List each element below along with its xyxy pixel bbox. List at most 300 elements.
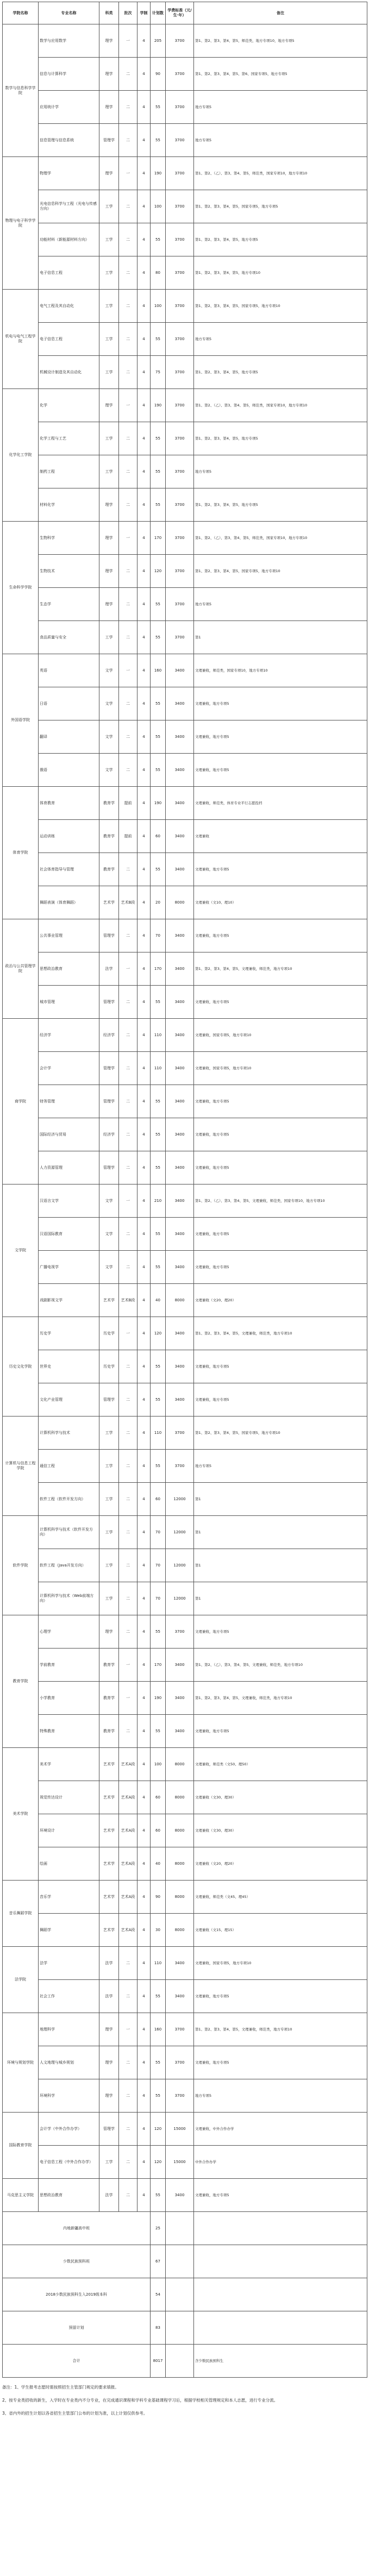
- cell-years: 4: [137, 124, 151, 157]
- cell-subject: 理学: [99, 2079, 119, 2113]
- cell-note: 第1、第2、第3、第4、第5，师范类，地方专项10，地方专项5: [194, 24, 367, 58]
- cell-note: 第1: [194, 1549, 367, 1582]
- cell-plan: 90: [151, 1881, 166, 1914]
- cell-plan: 55: [151, 1350, 166, 1383]
- cell-subject: 教育学: [99, 1715, 119, 1748]
- cell-years: 4: [137, 687, 151, 720]
- cell-major: 制药工程: [39, 455, 99, 488]
- cell-note: 第1、第2、第3、第4、第5，文理兼收，师范类，地方专项10: [194, 1317, 367, 1350]
- cell-major: 日语: [39, 687, 99, 720]
- cell-note: 第1、第2、（乙）、第3、第4、第5，文理兼收，师范类，地方专项10: [194, 1649, 367, 1682]
- table-row: [3, 2013, 367, 2046]
- cell-subject: 管理学: [99, 124, 119, 157]
- cell-subject: 教育学: [99, 853, 119, 886]
- cell-years: 4: [137, 1814, 151, 1847]
- cell-years: 4: [137, 1417, 151, 1450]
- cell-subject: 管理学: [99, 1383, 119, 1417]
- table-row: [3, 2046, 367, 2079]
- cell-college: 教育学院: [3, 1615, 39, 1748]
- cell-plan: 205: [151, 24, 166, 58]
- cell-plan: 170: [151, 522, 166, 555]
- cell-note: 文理兼收，国家专项5，地方专项10: [194, 1052, 367, 1085]
- cell-note: 文理兼收，地方专项5: [194, 687, 367, 720]
- table-row: [3, 754, 367, 787]
- cell-major: 环境设计: [39, 1814, 99, 1847]
- cell-fee: 3400: [166, 2179, 194, 2212]
- cell-note: 第1、第2、第3、第4、第5，国家专项5，地方专项10: [194, 290, 367, 323]
- cell-plan: 55: [151, 488, 166, 522]
- cell-major: 视觉传达设计: [39, 1781, 99, 1814]
- cell-major: 计算机科学与技术: [39, 1417, 99, 1450]
- cell-plan: 120: [151, 2113, 166, 2146]
- cell-years: 4: [137, 1748, 151, 1781]
- cell-fee: 3700: [166, 522, 194, 555]
- cell-years: 4: [137, 2113, 151, 2146]
- table-row: [3, 223, 367, 256]
- table-row: [3, 986, 367, 1019]
- cell-note: 文理兼收，师范类，体育专业平行志愿投档: [194, 787, 367, 820]
- table-row: [3, 687, 367, 720]
- cell-major: 生物科学: [39, 522, 99, 555]
- cell-plan: 160: [151, 654, 166, 687]
- cell-plan: 55: [151, 1251, 166, 1284]
- table-row: [3, 1947, 367, 1980]
- cell-subject: 文学: [99, 1184, 119, 1218]
- cell-college: 少数民族预科班: [3, 2245, 151, 2278]
- cell-fee: 15000: [166, 2113, 194, 2146]
- cell-major: 食品质量与安全: [39, 621, 99, 654]
- cell-years: 4: [137, 1582, 151, 1615]
- cell-note: 文理兼收（文20、理20）: [194, 1284, 367, 1317]
- cell-batch: 二: [119, 1151, 137, 1184]
- cell-subject: 理学: [99, 58, 119, 91]
- header-college: 学院名称: [3, 2, 39, 24]
- cell-subject: 理学: [99, 91, 119, 124]
- cell-plan: 83: [151, 2311, 166, 2345]
- cell-fee: 3400: [166, 820, 194, 853]
- cell-years: 4: [137, 654, 151, 687]
- table-row: [3, 1284, 367, 1317]
- cell-fee: 3400: [166, 1350, 194, 1383]
- cell-major: 思想政治教育: [39, 952, 99, 986]
- cell-major: 英语: [39, 654, 99, 687]
- table-row: [3, 1317, 367, 1350]
- cell-subject: 理学: [99, 522, 119, 555]
- cell-batch: 一: [119, 2013, 137, 2046]
- cell-subject: 艺术学: [99, 1781, 119, 1814]
- cell-major: 会计学: [39, 1052, 99, 1085]
- cell-fee: 3700: [166, 555, 194, 588]
- cell-plan: 55: [151, 223, 166, 256]
- cell-subject: 管理学: [99, 1085, 119, 1118]
- cell-years: 4: [137, 1052, 151, 1085]
- cell-years: 4: [137, 1350, 151, 1383]
- cell-years: 4: [137, 1317, 151, 1350]
- cell-fee: 3400: [166, 1052, 194, 1085]
- cell-subject: 艺术学: [99, 1284, 119, 1317]
- cell-plan: 30: [151, 1914, 166, 1947]
- cell-note: 文理兼收（文30、理30）: [194, 1781, 367, 1814]
- cell-fee: 3700: [166, 223, 194, 256]
- cell-fee: 3400: [166, 654, 194, 687]
- cell-college: 商学院: [3, 1019, 39, 1184]
- cell-years: 4: [137, 1549, 151, 1582]
- cell-batch: 艺术A段: [119, 1914, 137, 1947]
- cell-major: 地理科学: [39, 2013, 99, 2046]
- cell-fee: 3700: [166, 1615, 194, 1649]
- cell-batch: 二: [119, 1615, 137, 1649]
- table-row: [3, 488, 367, 522]
- cell-subject: 理学: [99, 24, 119, 58]
- cell-fee: 8000: [166, 1847, 194, 1881]
- cell-fee: 3700: [166, 488, 194, 522]
- cell-batch: 二: [119, 223, 137, 256]
- cell-note: 文理兼收，地方专项5: [194, 1085, 367, 1118]
- cell-years: 4: [137, 190, 151, 223]
- cell-plan: 70: [151, 1582, 166, 1615]
- cell-plan: 55: [151, 455, 166, 488]
- cell-plan: 170: [151, 1649, 166, 1682]
- cell-years: 4: [137, 455, 151, 488]
- cell-subject: 理学: [99, 1615, 119, 1649]
- cell-major: 运动训练: [39, 820, 99, 853]
- cell-college: 物理与电子科学学院: [3, 157, 39, 290]
- cell-plan: 55: [151, 1615, 166, 1649]
- cell-note: 文理兼收，师范类（文45、理45）: [194, 1881, 367, 1914]
- cell-batch: 二: [119, 588, 137, 621]
- cell-fee: 8000: [166, 1881, 194, 1914]
- cell-fee: 3400: [166, 787, 194, 820]
- cell-years: 4: [137, 919, 151, 952]
- cell-years: 4: [137, 1715, 151, 1748]
- cell-major: 特殊教育: [39, 1715, 99, 1748]
- cell-note: 第1、第2、第3、第4、第5、第6、国家专项5，地方专项5: [194, 58, 367, 91]
- cell-note: 地方专项5: [194, 323, 367, 356]
- cell-major: 应用统计学: [39, 91, 99, 124]
- header-subject: 科类: [99, 2, 119, 24]
- cell-batch: 一: [119, 1682, 137, 1715]
- cell-college: 音乐舞蹈学院: [3, 1881, 39, 1947]
- cell-note: 文理兼收（文15、理15）: [194, 1914, 367, 1947]
- table-row: [3, 919, 367, 952]
- cell-plan: 54: [151, 2278, 166, 2311]
- cell-note: 文理兼收，地方专项5: [194, 1218, 367, 1251]
- table-row: [3, 389, 367, 422]
- table-row: [3, 1649, 367, 1682]
- cell-years: 4: [137, 1284, 151, 1317]
- cell-fee: 8000: [166, 1914, 194, 1947]
- cell-fee: 3700: [166, 290, 194, 323]
- cell-years: 4: [137, 1516, 151, 1549]
- cell-fee: 3700: [166, 389, 194, 422]
- cell-plan: 55: [151, 2046, 166, 2079]
- table-row: [3, 1450, 367, 1483]
- cell-note: 文理兼收，国家专项5，地方专项10: [194, 1947, 367, 1980]
- cell-subject: 经济学: [99, 1118, 119, 1151]
- cell-major: 戏剧影视文学: [39, 1284, 99, 1317]
- cell-note: 文理兼收，地方专项5: [194, 720, 367, 754]
- table-row: [3, 820, 367, 853]
- cell-major: 俄语: [39, 754, 99, 787]
- footnote-3: 3、省内外的招生计划以各省招生主管部门公布的计划为准，以上计划仅供参考。: [2, 2411, 148, 2416]
- cell-batch: 二: [119, 1516, 137, 1549]
- table-row: [3, 1085, 367, 1118]
- cell-plan: 100: [151, 290, 166, 323]
- cell-subject: 教育学: [99, 820, 119, 853]
- cell-batch: 二: [119, 919, 137, 952]
- table-row: [3, 455, 367, 488]
- cell-subject: 艺术学: [99, 1748, 119, 1781]
- cell-note: 文理兼收，地方专项5: [194, 1383, 367, 1417]
- cell-plan: 60: [151, 820, 166, 853]
- cell-years: 4: [137, 720, 151, 754]
- cell-note: 文理兼收，地方专项5: [194, 1251, 367, 1284]
- cell-fee: 12000: [166, 1549, 194, 1582]
- cell-years: 4: [137, 555, 151, 588]
- cell-note: [194, 2278, 367, 2311]
- cell-plan: 55: [151, 2079, 166, 2113]
- cell-plan: 55: [151, 720, 166, 754]
- cell-fee: 12000: [166, 1483, 194, 1516]
- cell-batch: 提前: [119, 820, 137, 853]
- cell-plan: 55: [151, 124, 166, 157]
- cell-plan: 100: [151, 190, 166, 223]
- cell-subject: 理学: [99, 555, 119, 588]
- cell-major: 电气工程及其自动化: [39, 290, 99, 323]
- cell-batch: 二: [119, 1947, 137, 1980]
- cell-subject: 工学: [99, 190, 119, 223]
- cell-batch: 二: [119, 455, 137, 488]
- header-fee: 学费标准（元/生·年）: [166, 2, 194, 24]
- cell-fee: 8000: [166, 886, 194, 919]
- cell-batch: 艺术B段: [119, 1284, 137, 1317]
- cell-note: 地方专项5: [194, 91, 367, 124]
- cell-note: 第1、第2、第3、第4、第5，地方专项10: [194, 256, 367, 290]
- cell-major: 数学与应用数学: [39, 24, 99, 58]
- table-row: [3, 24, 367, 58]
- table-row: [3, 2113, 367, 2146]
- cell-plan: 170: [151, 952, 166, 986]
- cell-subject: 理学: [99, 389, 119, 422]
- cell-batch: 提前: [119, 787, 137, 820]
- cell-subject: 工学: [99, 323, 119, 356]
- cell-note: 第1、第2、第3、第4、第5，地方专项5: [194, 422, 367, 455]
- cell-subject: 管理学: [99, 1151, 119, 1184]
- table-row: [3, 1218, 367, 1251]
- cell-batch: 二: [119, 2146, 137, 2179]
- cell-fee: 3400: [166, 1151, 194, 1184]
- cell-fee: [166, 2345, 194, 2378]
- cell-fee: 3400: [166, 1085, 194, 1118]
- cell-major: 汉语国际教育: [39, 1218, 99, 1251]
- cell-plan: 190: [151, 157, 166, 190]
- cell-note: 第1、第2、第3、第4、第5，文理兼收，师范类，地方专项10: [194, 952, 367, 986]
- cell-years: 4: [137, 1184, 151, 1218]
- cell-college: 数学与信息科学学院: [3, 24, 39, 157]
- cell-major: 信息管理与信息系统: [39, 124, 99, 157]
- cell-batch: 二: [119, 124, 137, 157]
- cell-subject: 艺术学: [99, 1814, 119, 1847]
- cell-major: 电子信息工程: [39, 256, 99, 290]
- cell-subject: 工学: [99, 1450, 119, 1483]
- cell-college: 体育学院: [3, 787, 39, 919]
- cell-years: 4: [137, 1483, 151, 1516]
- cell-fee: 3700: [166, 323, 194, 356]
- cell-fee: 3400: [166, 1019, 194, 1052]
- cell-fee: 3400: [166, 1184, 194, 1218]
- cell-years: 4: [137, 1980, 151, 2013]
- cell-note: 文理兼收，地方专项5: [194, 1715, 367, 1748]
- cell-note: 文理兼收，地方专项5: [194, 853, 367, 886]
- table-row: [3, 1417, 367, 1450]
- cell-batch: 二: [119, 687, 137, 720]
- cell-years: 4: [137, 588, 151, 621]
- cell-years: 4: [137, 1450, 151, 1483]
- cell-batch: 一: [119, 157, 137, 190]
- cell-batch: 二: [119, 1715, 137, 1748]
- cell-major: 材料化学: [39, 488, 99, 522]
- table-row: [3, 522, 367, 555]
- cell-years: 4: [137, 488, 151, 522]
- cell-major: 小学教育: [39, 1682, 99, 1715]
- cell-note: 第1、第2、第3、第4、第5，地方专项5: [194, 356, 367, 389]
- table-row: [3, 2278, 367, 2311]
- cell-college: 环境与规划学院: [3, 2013, 39, 2113]
- cell-subject: 工学: [99, 621, 119, 654]
- cell-years: 4: [137, 1218, 151, 1251]
- cell-note: 文理兼收: [194, 820, 367, 853]
- cell-major: 体育教育: [39, 787, 99, 820]
- table-row: [3, 1483, 367, 1516]
- table-row: [3, 256, 367, 290]
- cell-subject: 文学: [99, 720, 119, 754]
- cell-batch: 二: [119, 1483, 137, 1516]
- cell-subject: 工学: [99, 1516, 119, 1549]
- cell-note: 第1、第2、（乙）、第3、第4、第5，师范类，国家专项10，地方专项10: [194, 522, 367, 555]
- cell-years: 4: [137, 2046, 151, 2079]
- cell-plan: 55: [151, 588, 166, 621]
- table-row: [3, 654, 367, 687]
- cell-plan: 70: [151, 1516, 166, 1549]
- cell-subject: 理学: [99, 2013, 119, 2046]
- cell-plan: 55: [151, 1218, 166, 1251]
- cell-years: 4: [137, 754, 151, 787]
- table-row: [3, 2079, 367, 2113]
- cell-batch: 二: [119, 555, 137, 588]
- cell-subject: 经济学: [99, 1019, 119, 1052]
- footnotes: [2, 2383, 367, 2418]
- cell-note: 文理兼收，地方专项5: [194, 1350, 367, 1383]
- cell-major: 思想政治教育: [39, 2179, 99, 2212]
- cell-fee: 3700: [166, 588, 194, 621]
- cell-note: 地方专项5: [194, 588, 367, 621]
- cell-fee: 3400: [166, 986, 194, 1019]
- cell-major: 城市管理: [39, 986, 99, 1019]
- cell-major: 电子信息工程（中外合作办学）: [39, 2146, 99, 2179]
- cell-college: 机电与电气工程学院: [3, 290, 39, 389]
- cell-subject: 艺术学: [99, 1881, 119, 1914]
- cell-subject: 工学: [99, 455, 119, 488]
- cell-subject: 艺术学: [99, 1847, 119, 1881]
- table-body: [3, 24, 367, 2378]
- cell-batch: 二: [119, 323, 137, 356]
- cell-years: 4: [137, 323, 151, 356]
- cell-plan: 70: [151, 919, 166, 952]
- cell-plan: 25: [151, 2212, 166, 2245]
- cell-plan: 190: [151, 1682, 166, 1715]
- cell-batch: 二: [119, 290, 137, 323]
- cell-note: 含少数民族预科生: [194, 2345, 367, 2378]
- cell-batch: 一: [119, 389, 137, 422]
- cell-major: 计算机科学与技术（软件开发方向）: [39, 1516, 99, 1549]
- cell-years: 4: [137, 1151, 151, 1184]
- cell-note: 第1: [194, 1483, 367, 1516]
- cell-fee: 12000: [166, 1582, 194, 1615]
- cell-batch: 艺术A段: [119, 1748, 137, 1781]
- cell-batch: 二: [119, 1052, 137, 1085]
- cell-subject: 文学: [99, 754, 119, 787]
- cell-years: 4: [137, 290, 151, 323]
- cell-fee: 3400: [166, 1218, 194, 1251]
- cell-plan: 67: [151, 2245, 166, 2278]
- cell-note: 文理兼收，地方专项5: [194, 2046, 367, 2079]
- cell-plan: 120: [151, 1317, 166, 1350]
- cell-years: 4: [137, 2146, 151, 2179]
- cell-years: 4: [137, 256, 151, 290]
- cell-college: 外国语学院: [3, 654, 39, 787]
- cell-batch: 艺术B段: [119, 886, 137, 919]
- table-row: [3, 1151, 367, 1184]
- cell-note: 第1: [194, 621, 367, 654]
- cell-plan: 110: [151, 1417, 166, 1450]
- cell-years: 4: [137, 91, 151, 124]
- cell-fee: [166, 2245, 194, 2278]
- table-row: [3, 2311, 367, 2345]
- cell-years: 4: [137, 787, 151, 820]
- cell-major: 通信工程: [39, 1450, 99, 1483]
- cell-fee: 3700: [166, 190, 194, 223]
- cell-major: 法学: [39, 1947, 99, 1980]
- cell-fee: 3700: [166, 256, 194, 290]
- header-batch: 批次: [119, 2, 137, 24]
- cell-note: 第1、第2、第3、第4、第5，国家专项5，地方专项10: [194, 1417, 367, 1450]
- cell-batch: 二: [119, 190, 137, 223]
- cell-batch: 二: [119, 621, 137, 654]
- cell-years: 4: [137, 621, 151, 654]
- cell-note: [194, 2212, 367, 2245]
- table-row: [3, 1383, 367, 1417]
- cell-batch: 二: [119, 422, 137, 455]
- cell-fee: 3400: [166, 952, 194, 986]
- cell-plan: 55: [151, 323, 166, 356]
- cell-batch: 二: [119, 1218, 137, 1251]
- cell-plan: 60: [151, 1483, 166, 1516]
- cell-major: 环境科学: [39, 2079, 99, 2113]
- cell-major: 机械设计制造及其自动化: [39, 356, 99, 389]
- cell-plan: 100: [151, 1748, 166, 1781]
- cell-plan: 55: [151, 687, 166, 720]
- cell-plan: 55: [151, 621, 166, 654]
- cell-fee: 3700: [166, 455, 194, 488]
- cell-college: 2018少数民族预科生入2019级本科: [3, 2278, 151, 2311]
- cell-subject: 理学: [99, 588, 119, 621]
- cell-subject: 法学: [99, 2179, 119, 2212]
- cell-years: 4: [137, 820, 151, 853]
- cell-subject: 工学: [99, 256, 119, 290]
- cell-fee: [166, 2212, 194, 2245]
- table-row: [3, 1582, 367, 1615]
- cell-major: 生物技术: [39, 555, 99, 588]
